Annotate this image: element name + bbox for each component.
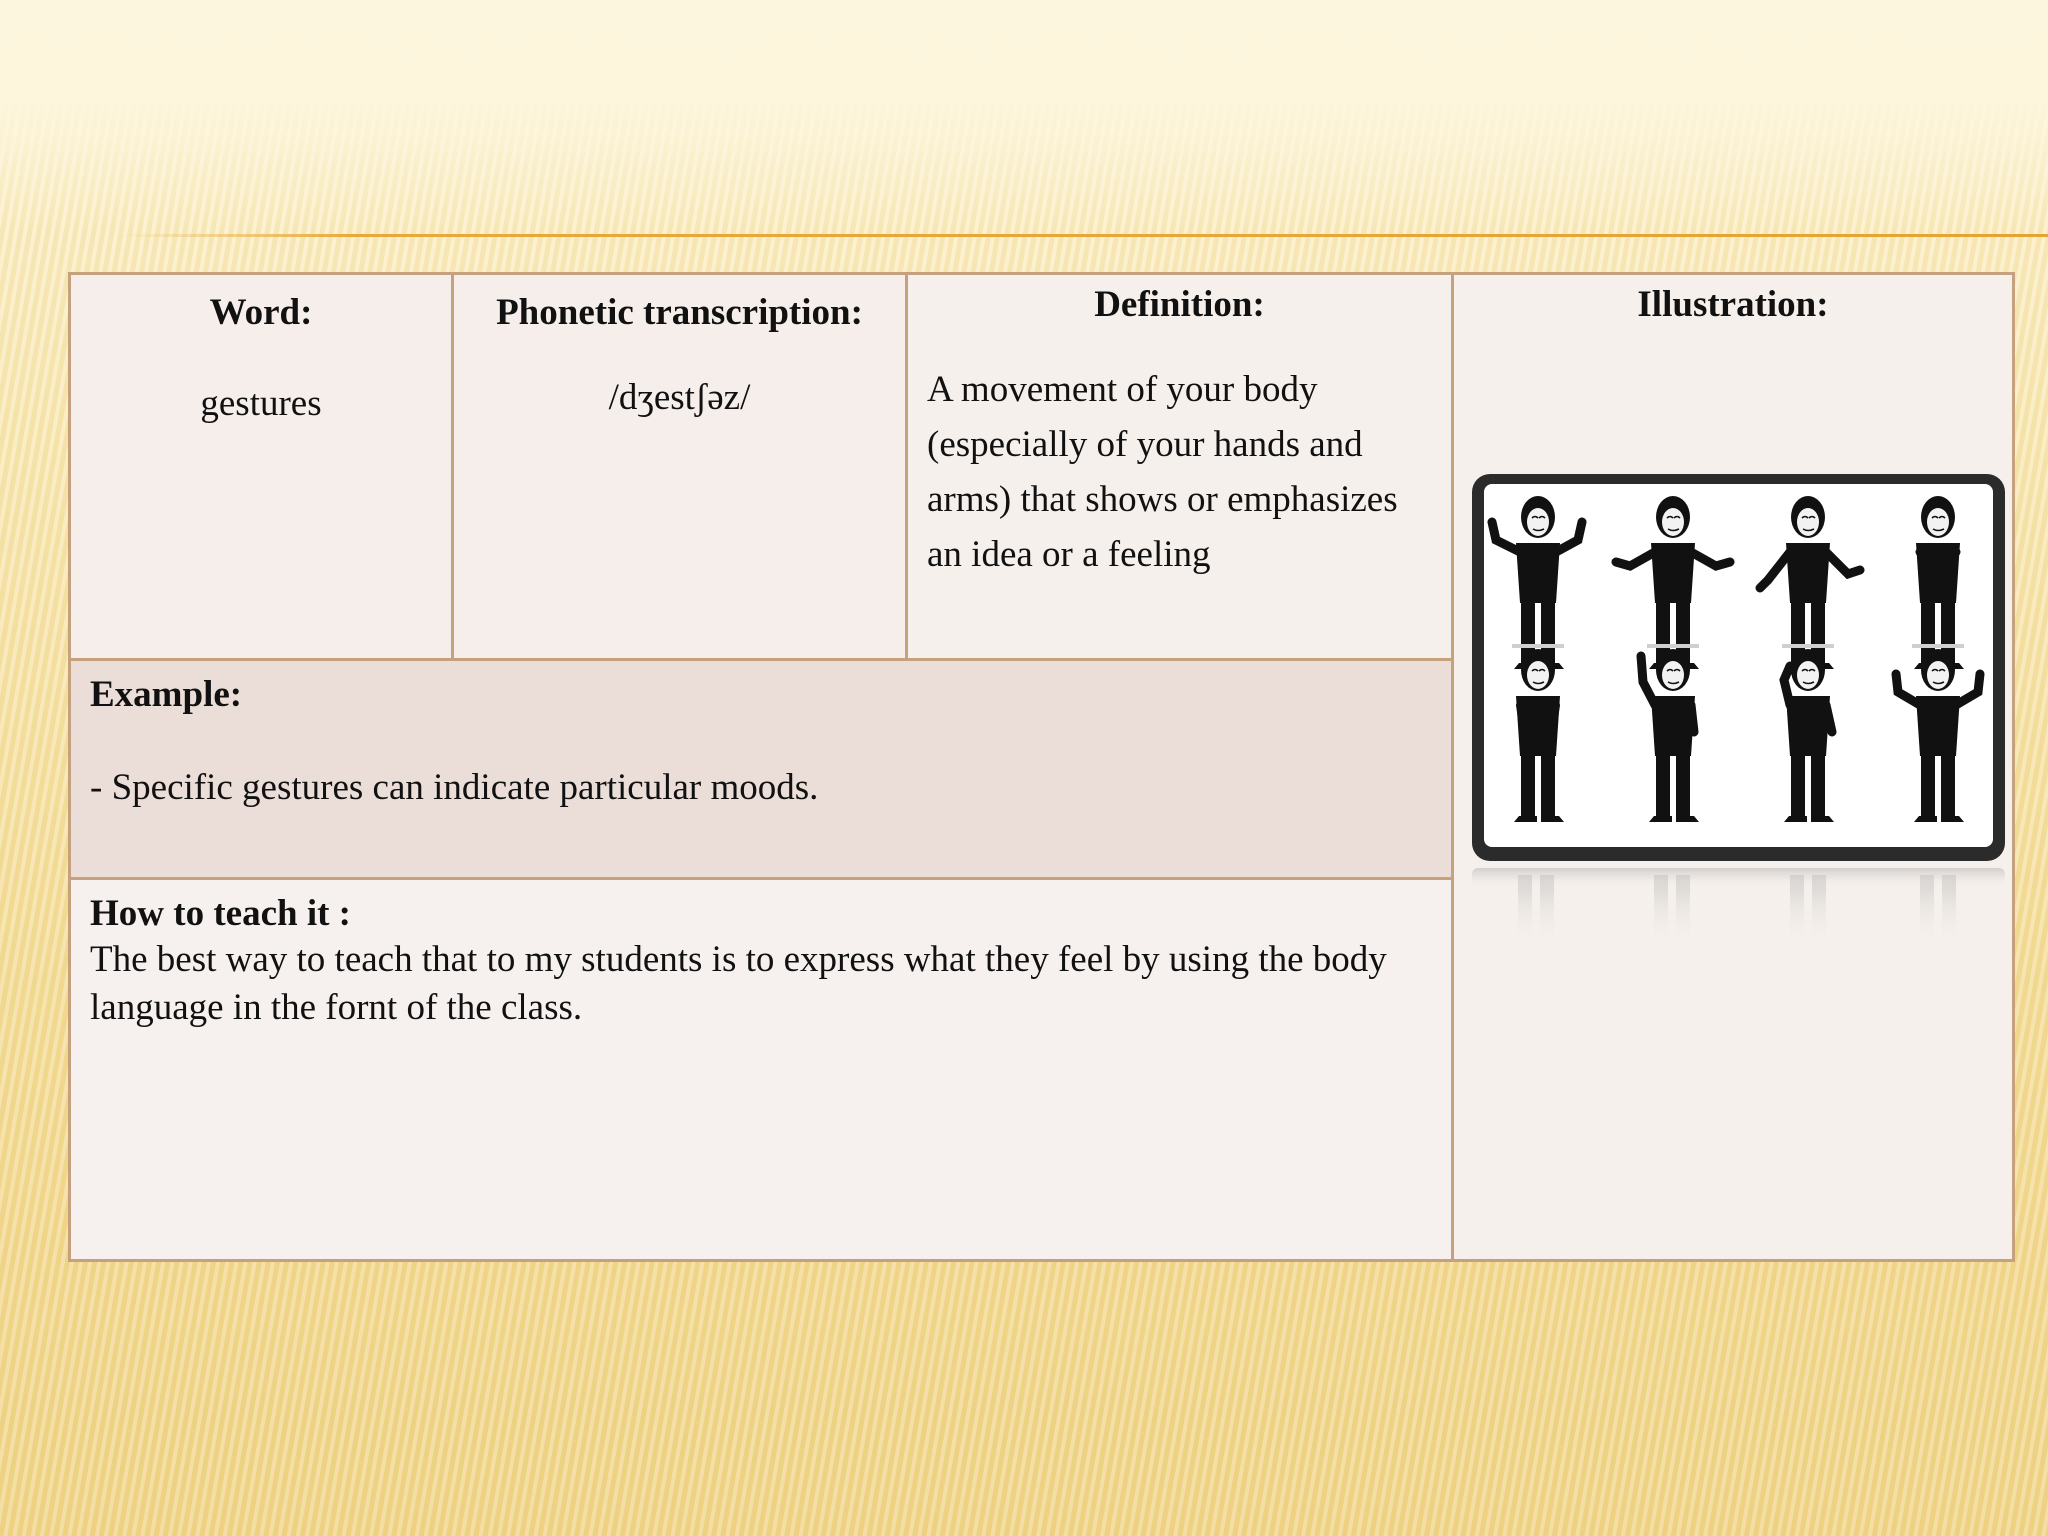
vocabulary-table xyxy=(68,272,2015,1262)
word-header: Word: xyxy=(209,292,313,333)
example-text: - Specific gestures can indicate particular moods. xyxy=(90,767,819,808)
word-cell xyxy=(71,275,454,661)
gesturing-figures-icon xyxy=(1468,470,2009,1010)
background-top-fade xyxy=(0,0,2048,230)
header-rule xyxy=(120,234,2048,237)
definition-cell xyxy=(908,275,1454,661)
how-to-teach-label: How to teach it : xyxy=(90,893,351,934)
illustration-header: Illustration: xyxy=(1637,284,1829,325)
definition-header: Definition: xyxy=(1094,284,1265,325)
definition-text: A movement of your body (especially of your hands and arms) that shows or emphasizes an idea or a feeling xyxy=(927,369,1398,575)
phonetic-value: /dʒestʃəz/ xyxy=(608,377,751,418)
phonetic-cell xyxy=(454,275,908,661)
phonetic-header: Phonetic transcription: xyxy=(496,292,863,333)
how-to-teach-text: The best way to teach that to my students is to express what they feel by using the body language in the fornt of the class. xyxy=(90,939,1387,1028)
how-to-teach-cell xyxy=(71,880,1454,1259)
example-cell xyxy=(71,661,1454,880)
example-label: Example: xyxy=(90,674,243,715)
word-value: gestures xyxy=(200,383,322,424)
illustration-cell xyxy=(1454,275,2012,1259)
